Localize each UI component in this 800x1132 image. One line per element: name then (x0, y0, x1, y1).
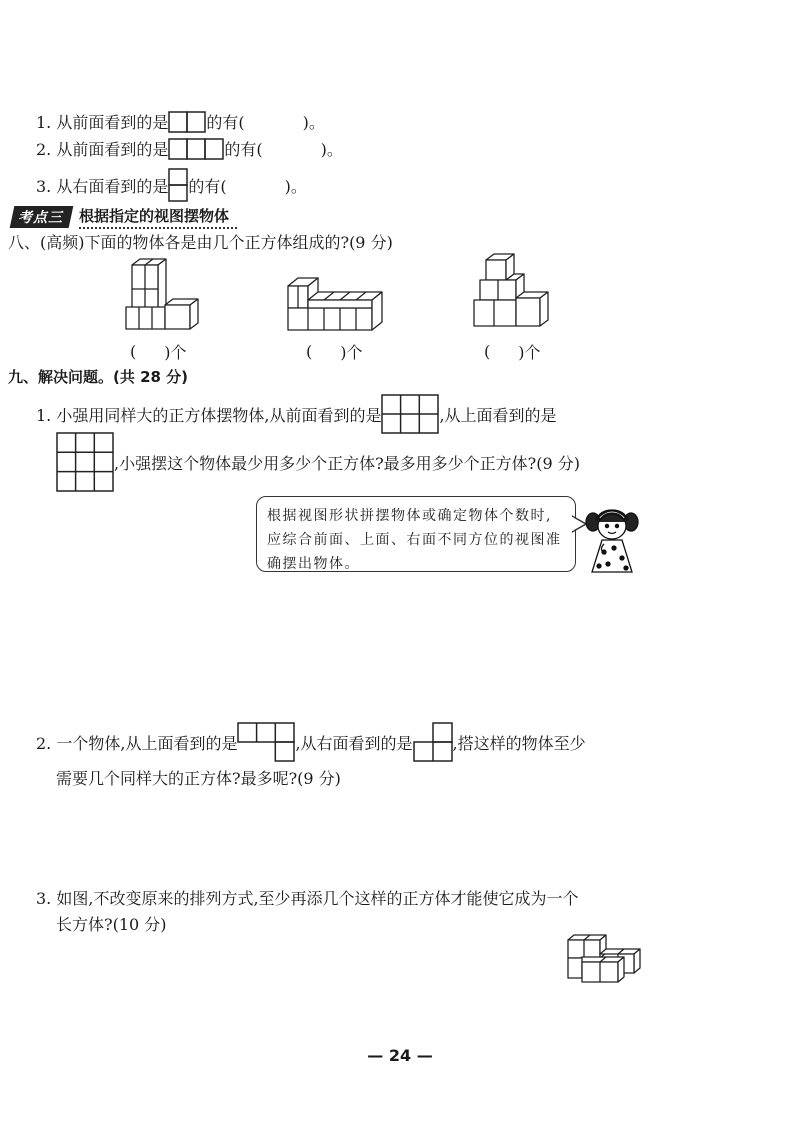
q7-item-2-prefix: 2. 从前面看到的是 (36, 140, 169, 159)
q7-item-3-close: )。 (284, 176, 307, 196)
tip-text: 根据视图形状拼摆物体或确定物体个数时,应综合前面、上面、右面不同方位的视图准确摆出物体。 (267, 508, 562, 572)
q7-item-1-suffix: 的有( (206, 113, 245, 132)
q9-p3-line2: 长方体?(10 分) (56, 915, 167, 934)
girl-cartoon-icon (584, 500, 640, 574)
view-grid-3x2 (381, 394, 439, 434)
q9-p2-text-c: ,搭这样的物体至少 (452, 733, 586, 753)
section-title: 根据指定的视图摆物体 (79, 205, 237, 229)
cube-figure-2 (284, 266, 384, 334)
q9-p2-line1 (36, 722, 586, 762)
q9-p3-line1: 3. 如图,不改变原来的排列方式,至少再添几个这样的正方体才能使它成为一个 (36, 889, 579, 908)
q7-item-3 (36, 168, 307, 202)
q9-p2-text-a: 2. 一个物体,从上面看到的是 (36, 733, 238, 753)
view-grid-3x3 (56, 432, 114, 492)
view-grid-top (237, 722, 295, 762)
cube-figure-1 (120, 255, 200, 335)
answer-close: )个 (340, 343, 363, 362)
q9-p1-line2-text: ,小强摆这个物体最少用多少个正方体?最多用多少个正方体?(9 分) (114, 453, 580, 473)
q7-item-1-close: )。 (302, 113, 325, 132)
q7-item-2-suffix: 的有( (224, 140, 263, 159)
q7-item-2-close: )。 (320, 140, 343, 159)
page-number: — 24 — (367, 1046, 433, 1065)
q7-item-2 (36, 137, 343, 160)
q9-p1-tail: ,从上面看到的是 (439, 405, 557, 425)
q8-heading: 八、(高频)下面的物体各是由几个正方体组成的?(9 分) (8, 233, 393, 252)
q9-heading: 九、解决问题。(共 28 分) (8, 368, 189, 386)
q7-item-3-suffix: 的有( (188, 176, 227, 196)
q7-item-1 (36, 110, 325, 133)
answer-close: )个 (518, 343, 541, 362)
q9-p2-line2: 需要几个同样大的正方体?最多呢?(9 分) (56, 769, 341, 788)
answer-open: ( (130, 342, 137, 361)
q7-item-3-prefix: 3. 从右面看到的是 (36, 176, 169, 196)
q8-answer-1[interactable] (130, 340, 187, 363)
answer-open: ( (484, 342, 491, 361)
answer-close: )个 (164, 343, 187, 362)
q7-item-1-prefix: 1. 从前面看到的是 (36, 113, 169, 132)
q9-p2-text-b: ,从右面看到的是 (295, 733, 413, 753)
cube-figure-4 (564, 932, 642, 984)
q9-p1-line1 (36, 394, 557, 434)
section-header (12, 205, 237, 229)
q8-answer-2[interactable] (306, 340, 363, 363)
view-grid-2x1 (168, 111, 206, 133)
view-grid-right (413, 722, 453, 762)
q9-p1-line2 (56, 432, 580, 492)
section-tag: 考点三 (10, 206, 74, 228)
q8-answer-3[interactable] (484, 340, 541, 363)
cube-figure-3 (470, 250, 550, 334)
view-grid-1x2 (168, 168, 188, 202)
q9-p1-text: 1. 小强用同样大的正方体摆物体,从前面看到的是 (36, 405, 382, 425)
view-grid-3x1 (168, 138, 224, 160)
answer-open: ( (306, 342, 313, 361)
tip-bubble (256, 496, 576, 572)
